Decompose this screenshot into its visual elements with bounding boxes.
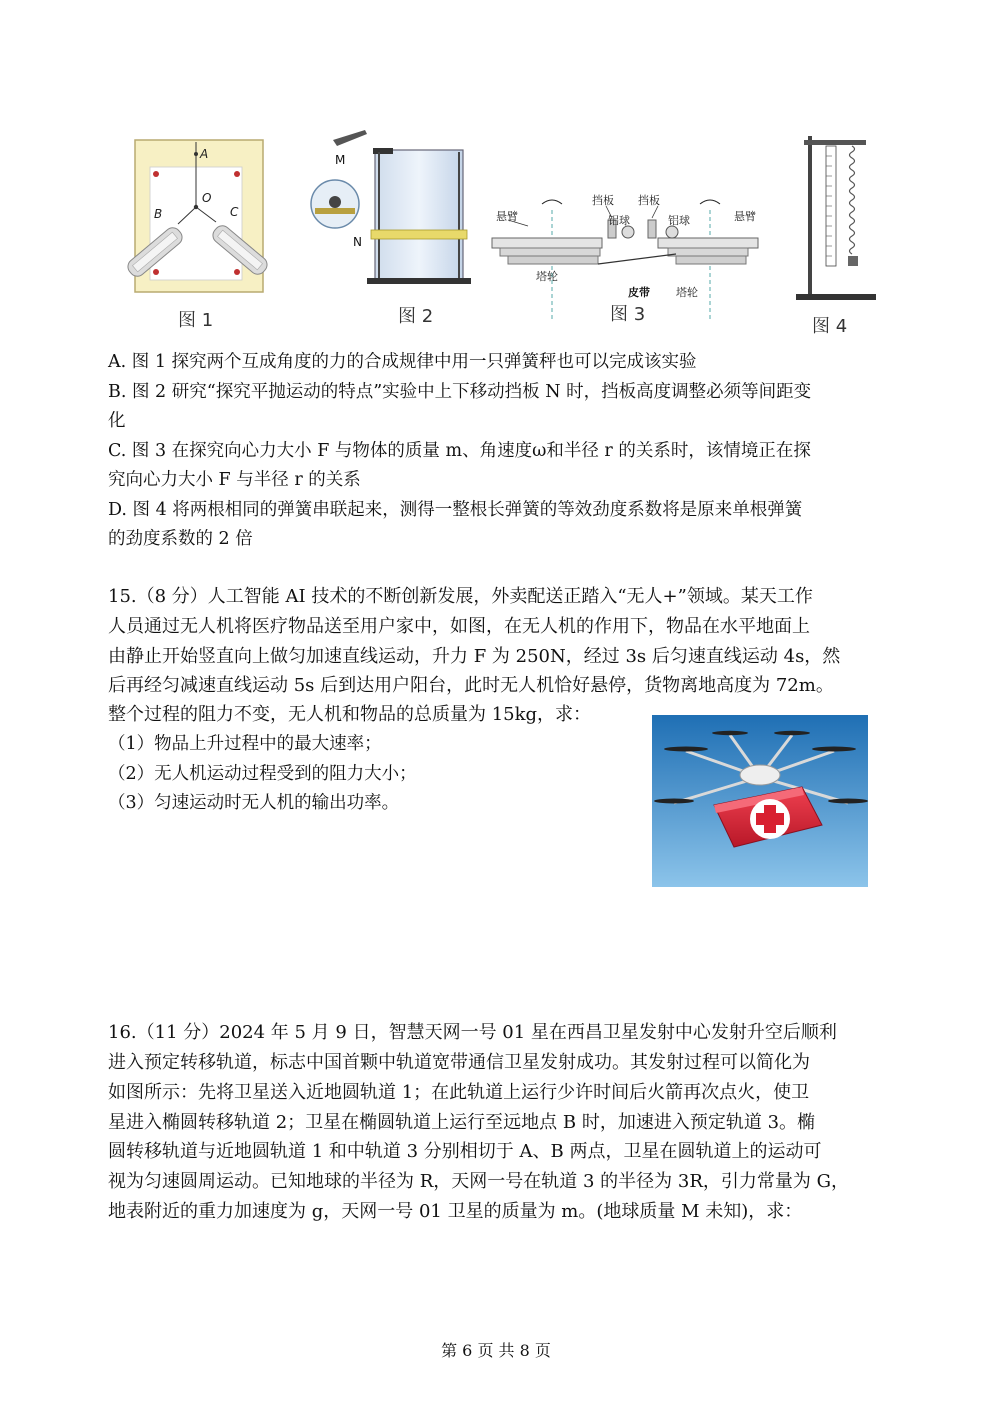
drone-illustration (652, 715, 868, 887)
q16-line-2: 进入预定转移轨道，标志中国首颗中轨道宽带通信卫星发射成功。其发射过程可以简化为 (108, 1052, 810, 1073)
figure-1 (120, 132, 280, 332)
figure-1-label: 图 1 (178, 310, 214, 331)
option-a-line-1: A. 图 1 探究两个互成角度的力的合成规律中用一只弹簧秤也可以完成该实验 (108, 352, 697, 372)
figure-1-diagram (120, 132, 280, 297)
figure-2-point-n: N (353, 235, 362, 249)
figure-1-point-a: A (200, 147, 209, 161)
q16-line-7: 地表附近的重力加速度为 g，天网一号 01 卫星的质量为 m。(地球质量 M 未知)，求： (108, 1201, 803, 1222)
figure-3-part-baffle-right: 挡板 (638, 194, 660, 207)
q16-line-1: 16.（11 分）2024 年 5 月 9 日，智慧天网一号 01 星在西昌卫星发射中心发射升空后顺利 (108, 1022, 837, 1043)
figure-2-diagram (305, 122, 475, 297)
figure-1-point-b: B (154, 207, 163, 221)
figure-3-part-ball-right: 铝球 (668, 214, 690, 227)
drone-image (652, 715, 868, 887)
q15-subquestion-3: （3）匀速运动时无人机的输出功率。 (108, 793, 400, 813)
q15-line-4: 后再经匀减速直线运动 5s 后到达用户阳台，此时无人机恰好悬停，货物离地高度为 72m。 (108, 675, 834, 696)
figure-4 (790, 132, 880, 337)
q16-line-3: 如图所示：先将卫星送入近地圆轨道 1；在此轨道上运行少许时间后火箭再次点火，使卫 (108, 1082, 810, 1103)
figure-4-diagram (790, 132, 880, 307)
figure-3-part-cantilever-left: 悬臂 (496, 210, 518, 223)
option-c-line-1: C. 图 3 在探究向心力大小 F 与物体的质量 m、角速度ω和半径 r 的关系时，该情境正在探 (108, 441, 811, 461)
q16-line-5: 圆转移轨道与近地圆轨道 1 和中轨道 3 分别相切于 A、B 两点，卫星在圆轨道上的运动可 (108, 1141, 822, 1162)
q15-line-1: 15.（8 分）人工智能 AI 技术的不断创新发展，外卖配送正踏入“无人+”领域。某天工作 (108, 586, 813, 607)
figure-3 (488, 190, 763, 330)
figure-3-label: 图 3 (610, 304, 646, 325)
figure-2-point-m: M (335, 153, 346, 167)
q15-subquestion-2: （2）无人机运动过程受到的阻力大小； (108, 764, 417, 784)
figure-3-part-pulley-right: 塔轮 (676, 286, 698, 299)
figure-3-part-ball-left: 铝球 (608, 214, 630, 227)
figure-1-point-c: C (230, 205, 239, 219)
option-d-line-2: 的劲度系数的 2 倍 (108, 529, 253, 549)
q15-subquestion-1: （1）物品上升过程中的最大速率； (108, 734, 382, 754)
figure-1-point-o: O (202, 191, 212, 205)
figure-3-part-cantilever-right: 悬臂 (734, 210, 756, 223)
option-b-line-2: 化 (108, 411, 126, 431)
figure-3-part-baffle-left: 挡板 (592, 194, 614, 207)
q15-line-2: 人员通过无人机将医疗物品送至用户家中，如图，在无人机的作用下，物品在水平地面上 (108, 616, 810, 637)
figure-3-part-pulley-left: 塔轮 (536, 270, 558, 283)
option-c-line-2: 究向心力大小 F 与半径 r 的关系 (108, 470, 361, 490)
figure-4-label: 图 4 (812, 316, 848, 337)
q15-line-5: 整个过程的阻力不变，无人机和物品的总质量为 15kg，求： (108, 704, 592, 725)
q16-line-6: 视为匀速圆周运动。已知地球的半径为 R，天网一号在轨道 3 的半径为 3R，引力常量为 G， (108, 1171, 849, 1192)
option-d-line-1: D. 图 4 将两根相同的弹簧串联起来，测得一整根长弹簧的等效劲度系数将是原来单根弹簧 (108, 500, 803, 520)
q16-line-4: 星进入椭圆转移轨道 2；卫星在椭圆轨道上运行至远地点 B 时，加速进入预定轨道 3。椭 (108, 1112, 816, 1133)
figure-3-part-belt: 皮带 (628, 286, 650, 299)
option-b-line-1: B. 图 2 研究“探究平抛运动的特点”实验中上下移动挡板 N 时，挡板高度调整必须等间距变 (108, 382, 812, 402)
figure-2-label: 图 2 (398, 306, 434, 327)
page-footer: 第 6 页 共 8 页 (441, 1341, 551, 1360)
figure-2 (305, 122, 475, 332)
q15-line-3: 由静止开始竖直向上做匀加速直线运动，升力 F 为 250N，经过 3s 后匀速直线运动 4s，然 (108, 646, 841, 667)
